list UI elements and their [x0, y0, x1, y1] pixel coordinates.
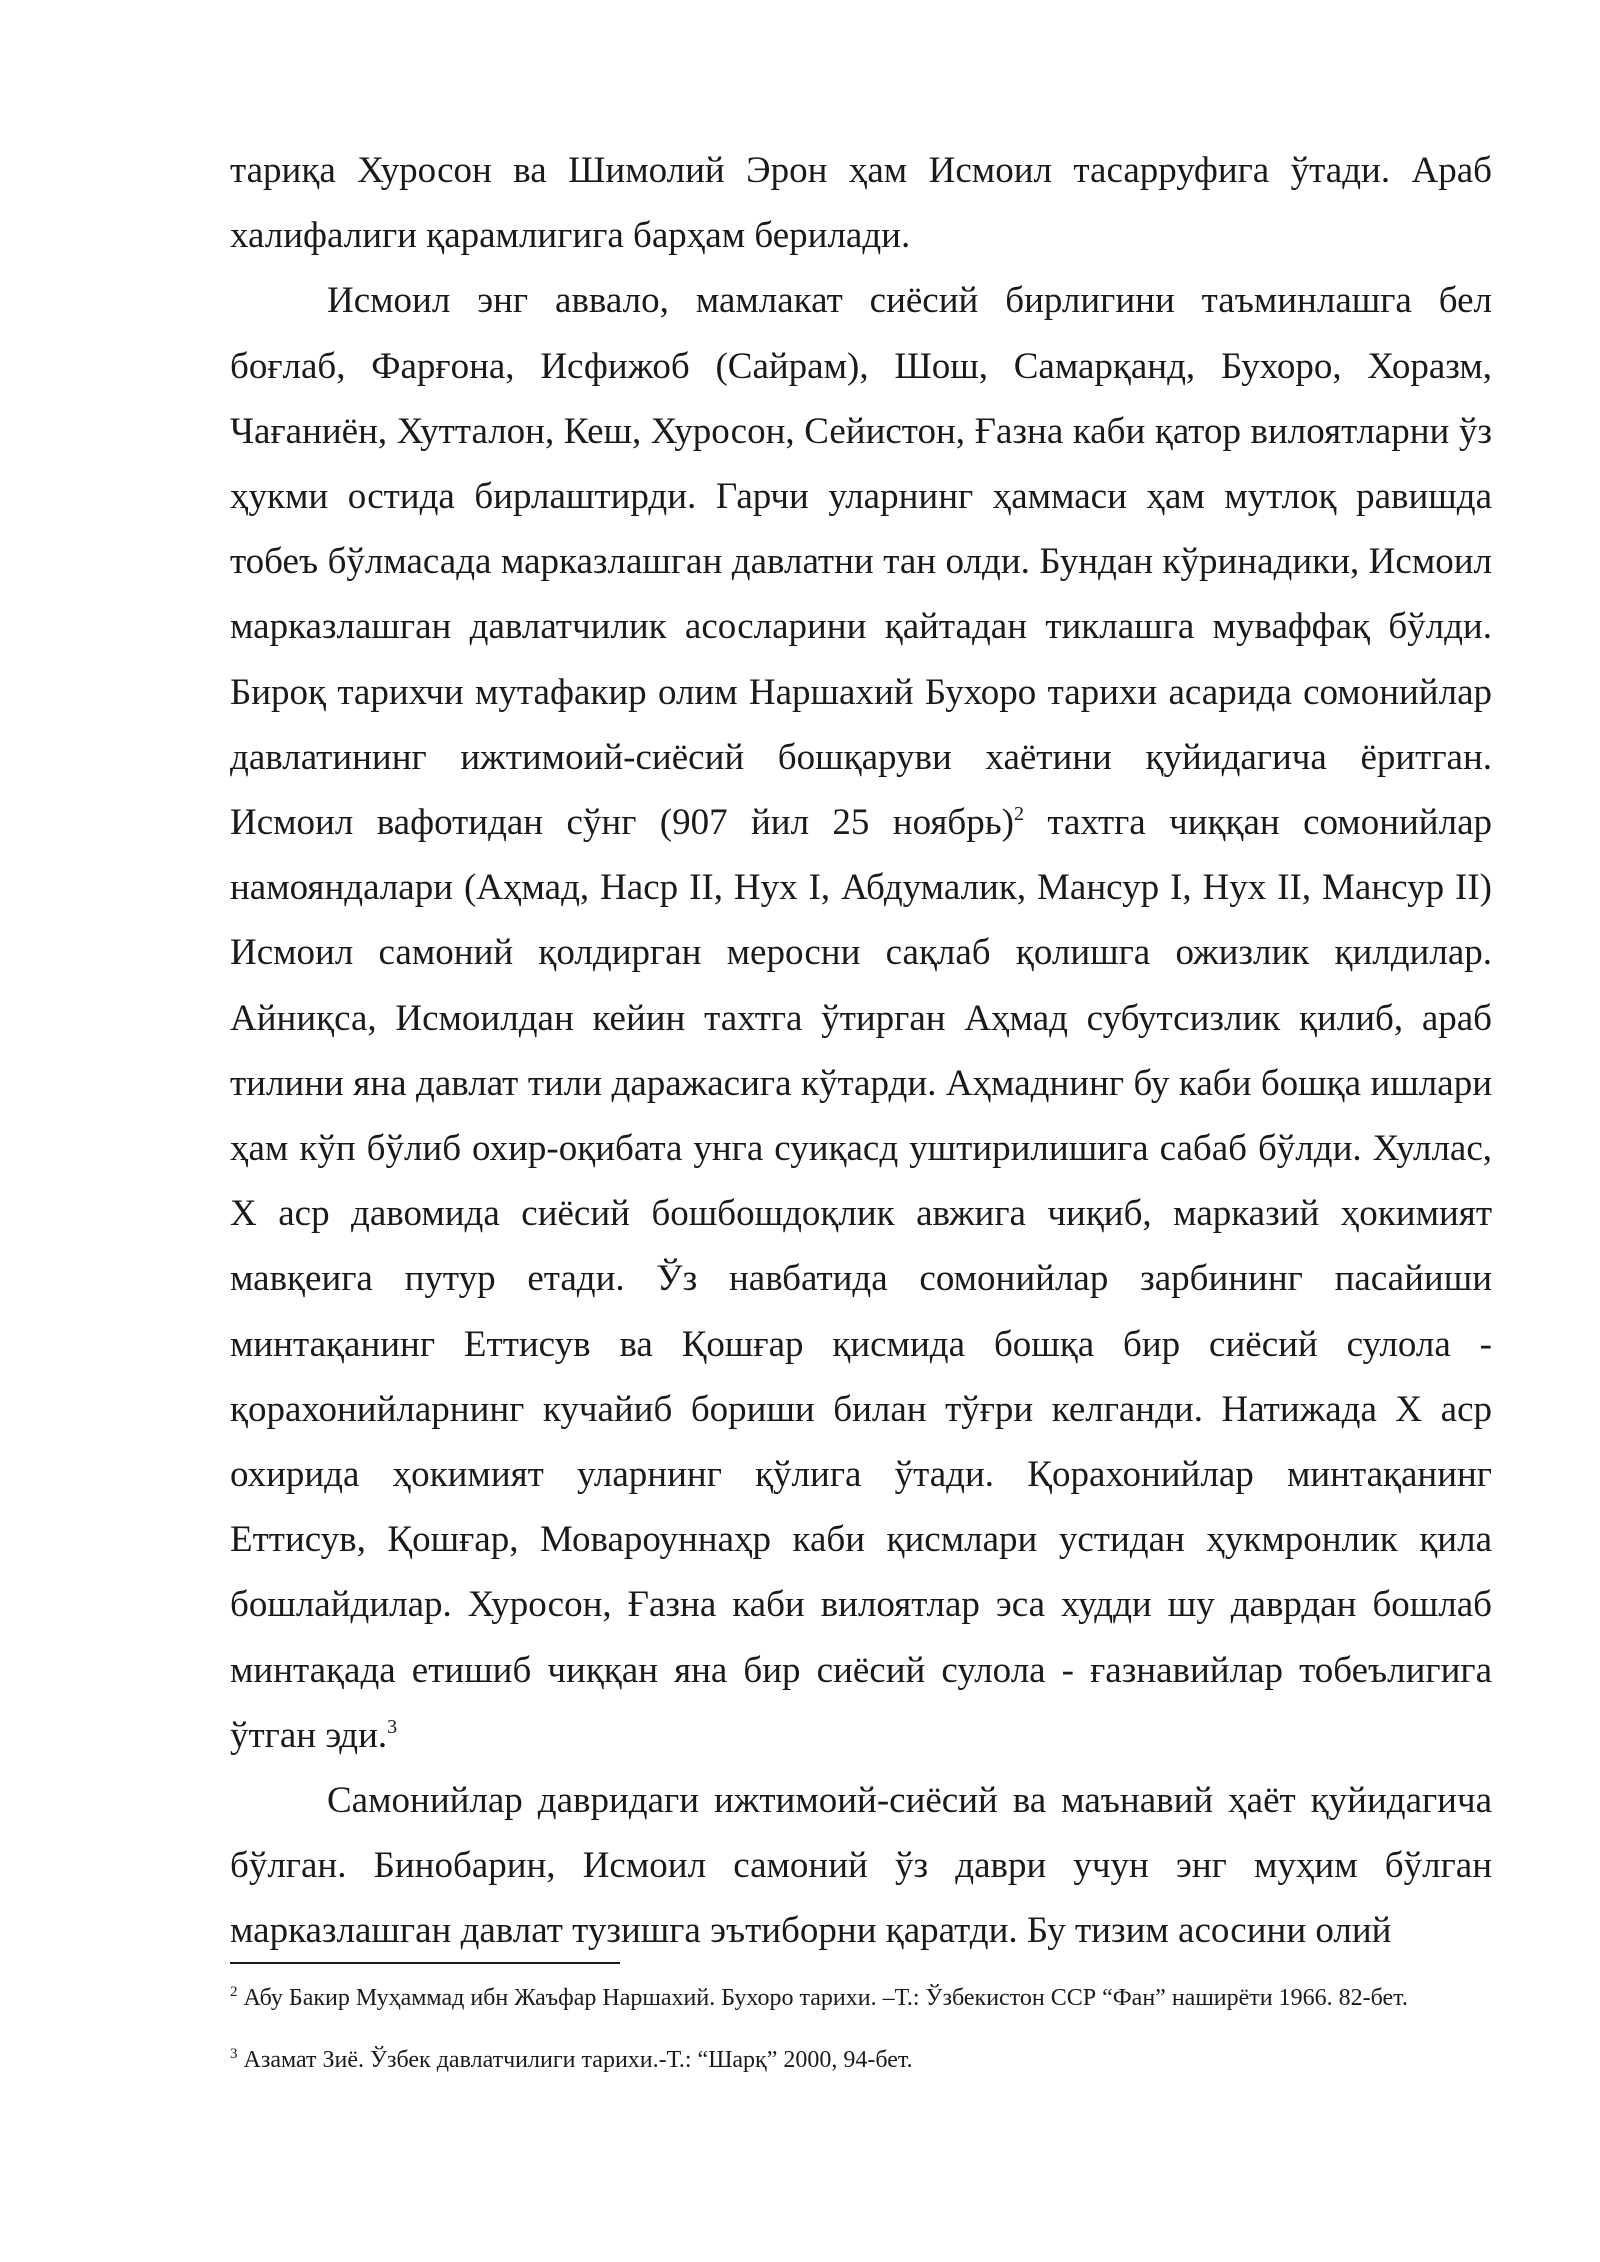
document-body	[230, 138, 1492, 1964]
footnote	[230, 1982, 1492, 2014]
paragraph-social-political-life	[230, 1768, 1492, 1964]
footnote-text: Абу Бакир Муҳаммад ибн Жаъфар Наршахий. Бухоро тарихи. –Т.: Ўзбекистон ССР “Фан” наширёти 1966. 82-бет.	[237, 1985, 1408, 2011]
footnote	[230, 2044, 1492, 2076]
footnote-text: Азамат Зиё. Ўзбек давлатчилиги тарихи.-Т.: “Шарқ” 2000, 94-бет.	[237, 2047, 913, 2073]
paragraph-text: Самонийлар давридаги ижтимоий-сиёсий ва маънавий ҳаёт қуйидагича бўлган. Бинобарин, Исмоил самоний ўз даври учун энг муҳим бўлган марказлашган давлат тузишга эътиборни қаратди. Бу тизим асосини олий	[230, 1780, 1492, 1952]
paragraph-text: Исмоил энг аввало, мамлакат сиёсий бирлигини таъминлашга бел боғлаб, Фарғона, Исфижоб (Сайрам), Шош, Самарқанд, Бухоро, Хоразм, Чағаниён, Хутталон, Кеш, Хуросон, Сейистон, Ғазна каби қатор вилоятларни ўз ҳукми остида бирлаштирди. Гарчи уларнинг ҳаммаси ҳам мутлоқ равишда тобеъ бўлмасада марказлашган давлатни тан олди. Бундан кўринадики, Исмоил марказлашган давлатчилик асосларини қайтадан тиклашга муваффақ бўлди. Бироқ тарихчи мутафакир олим Наршахий Бухоро тарихи асарида сомонийлар давлатининг ижтимоий-сиёсий бошқаруви хаётини қуйидагича ёритган. Исмоил вафотидан сўнг (907 йил 25 ноябрь)	[230, 280, 1492, 844]
paragraph-ismoil-unification	[230, 268, 1492, 1768]
footnote-marker: 2	[230, 1984, 238, 2000]
paragraph-text: тахтга чиққан сомонийлар намояндалари (Аҳмад, Наср II, Нух I, Абдумалик, Мансур I, Нух II, Мансур II) Исмоил самоний қолдирган меросни сақлаб қолишга ожизлик қилдилар. Айниқса, Исмоилдан кейин тахтга ўтирган Аҳмад субутсизлик қилиб, араб тилини яна давлат тили даражасига кўтарди. Аҳмаднинг бу каби бошқа ишлари ҳам кўп бўлиб охир-оқибата унга суиқасд уштирилишига сабаб бўлди. Хуллас, X аср давомида сиёсий бошбошдоқлик авжига чиқиб, марказий ҳокимият мавқеига путур етади. Ўз навбатида сомонийлар зарбининг пасайиши минтақанинг Еттисув ва Қошғар қисмида бошқа бир сиёсий сулола - қорахонийларнинг кучайиб бориши билан тўғри келганди. Натижада X аср охирида ҳокимият уларнинг қўлига ўтади. Қорахонийлар минтақанинг Еттисув, Қошғар, Мовароуннаҳр каби қисмлари устидан ҳукмронлик қила бошлайдилар. Хуросон, Ғазна каби вилоятлар эса худди шу даврдан бошлаб минтақада етишиб чиққан яна бир сиёсий сулола - ғазнавийлар тобеълигига ўтган эди.	[230, 802, 1492, 1756]
paragraph-text: тариқа Хуросон ва Шимолий Эрон ҳам Исмоил тасарруфига ўтади. Араб халифалиги қарамлигига барҳам берилади.	[230, 150, 1492, 257]
footnote-marker: 3	[230, 2046, 238, 2062]
paragraph-continued	[230, 138, 1492, 268]
footnote-reference[interactable]: 3	[387, 1715, 398, 1738]
footnote-reference[interactable]: 2	[1013, 803, 1024, 826]
footnote-separator	[230, 1962, 620, 1964]
footnotes-section	[230, 1962, 1492, 2076]
